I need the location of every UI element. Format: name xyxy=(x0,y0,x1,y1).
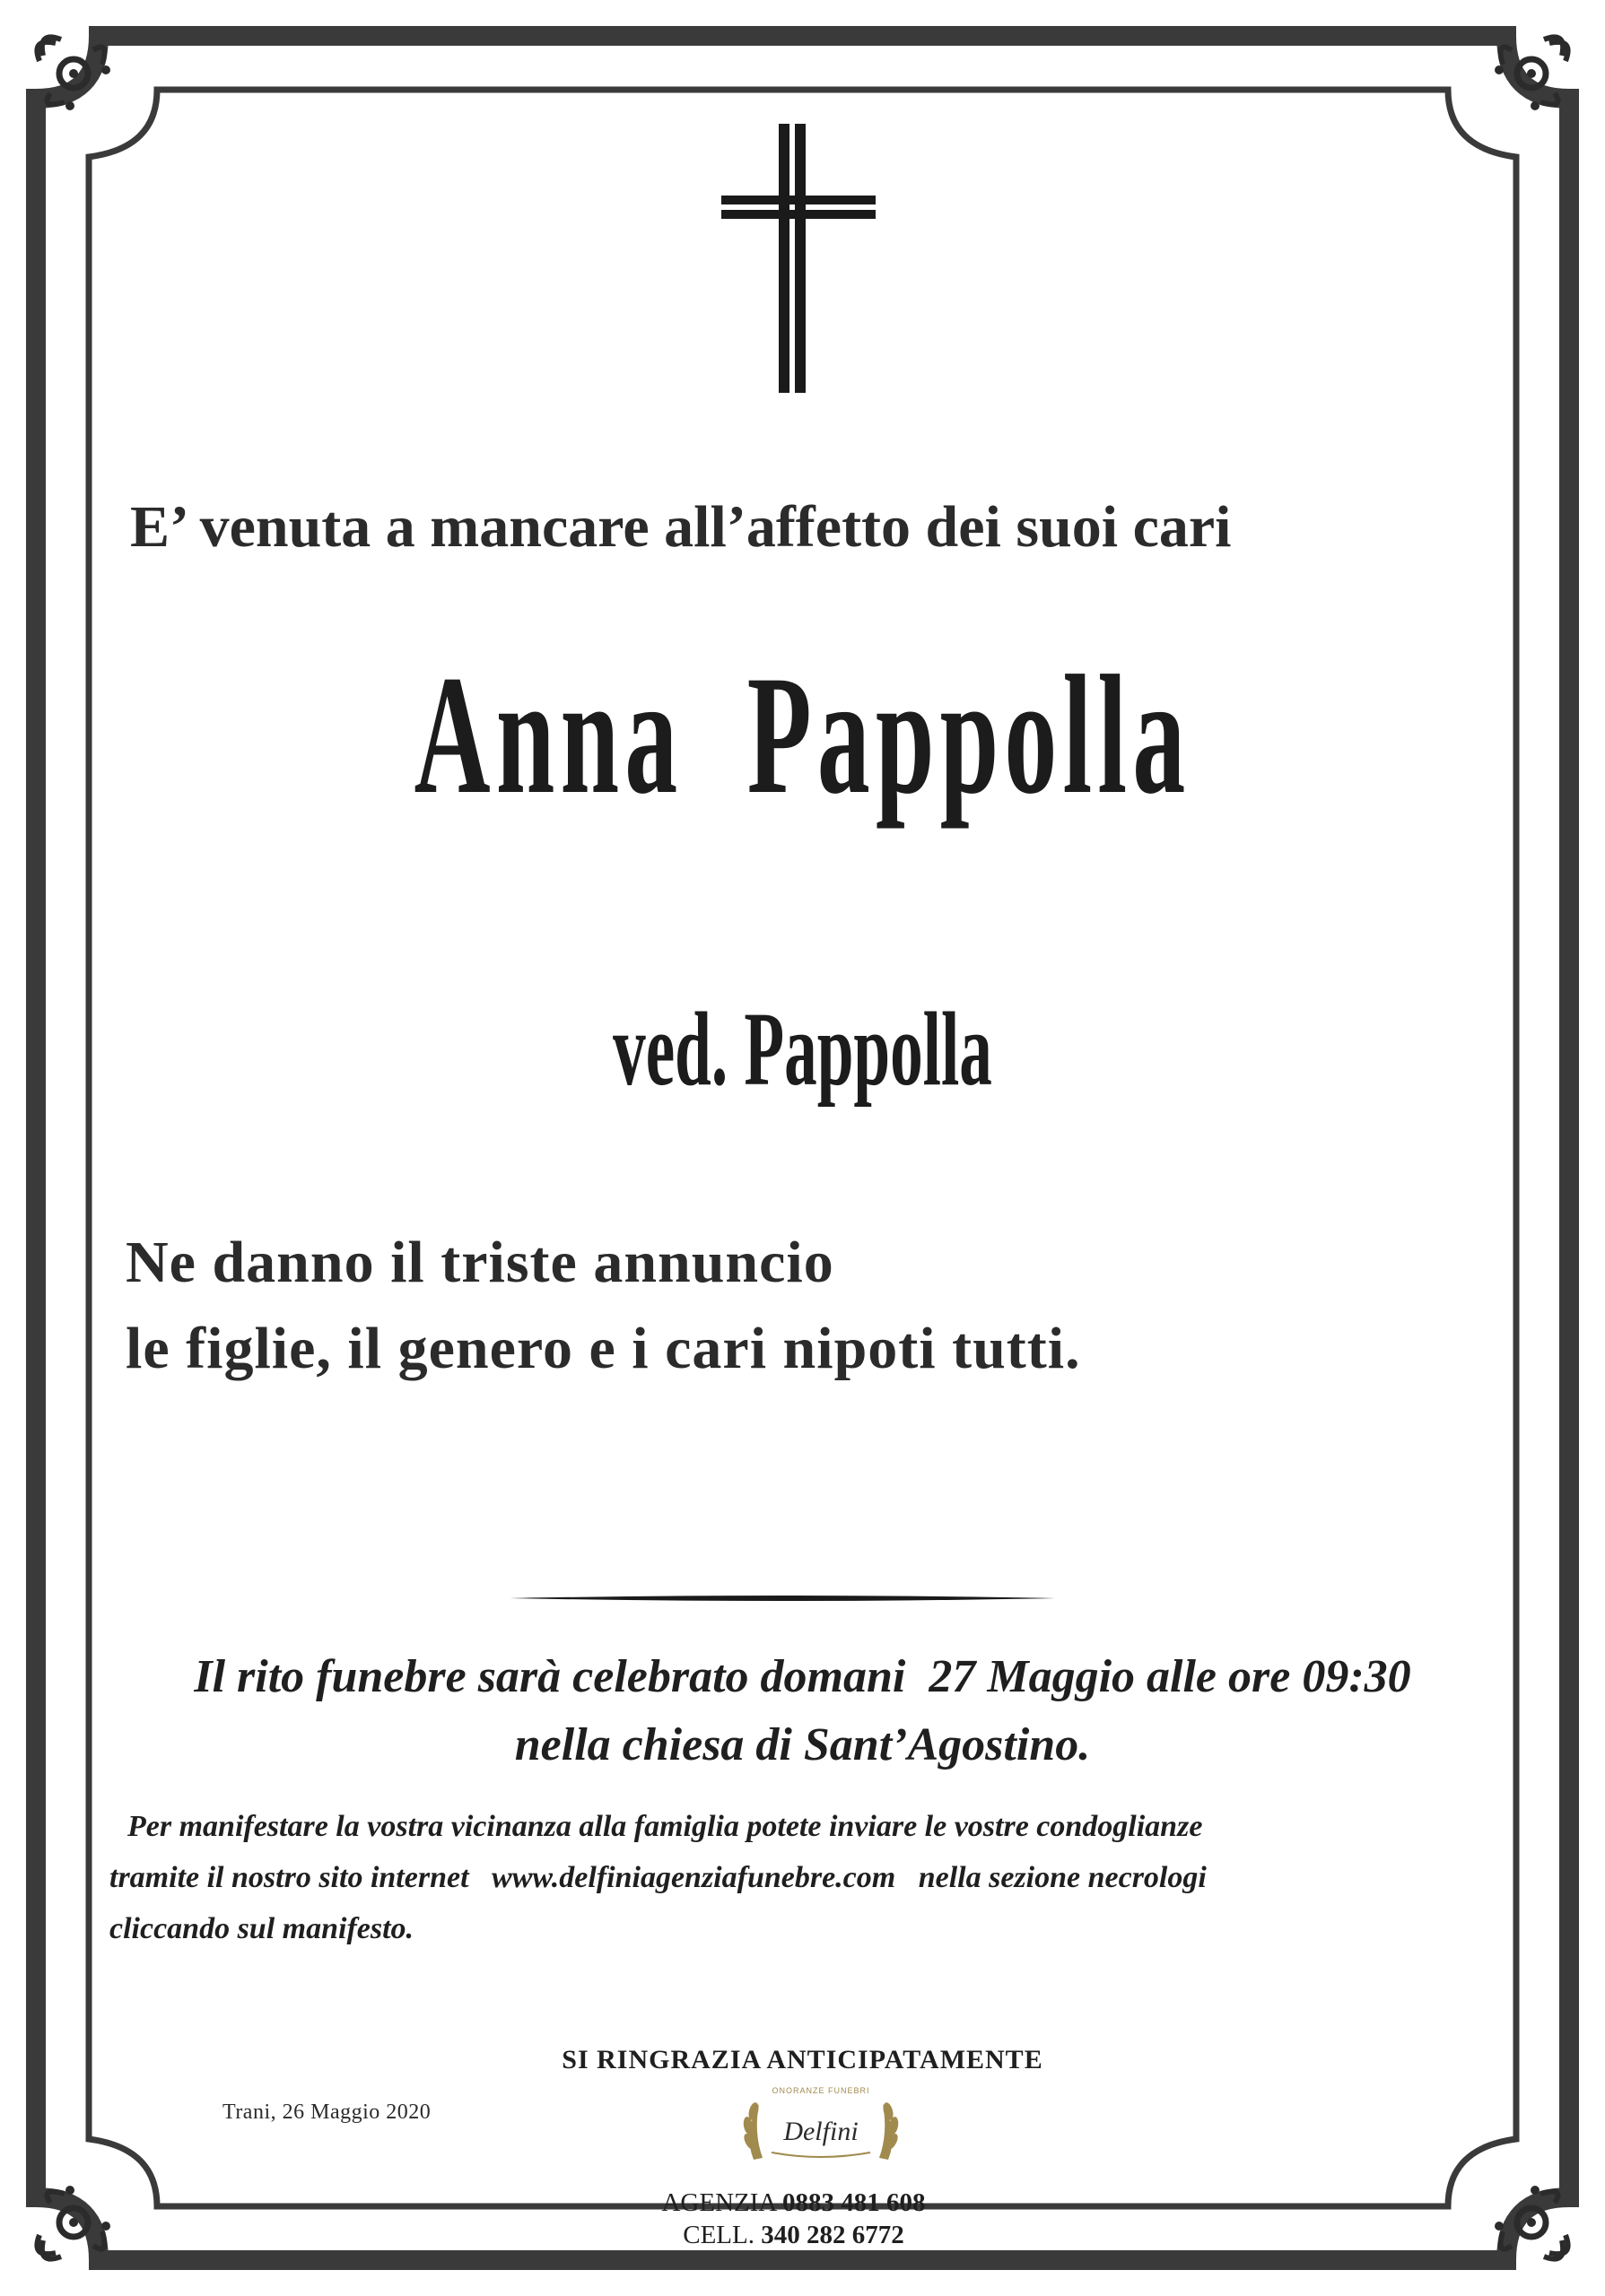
office-label: AGENZIA xyxy=(661,2188,776,2217)
agency-logo xyxy=(736,2079,906,2176)
thanks-text: SI RINGRAZIA ANTICIPATAMENTE xyxy=(562,2045,1043,2074)
mobile-label: CELL. xyxy=(683,2221,755,2249)
website-link[interactable]: www.delfiniagenziafunebre.com xyxy=(492,1861,896,1894)
rite-line-2: nella chiesa di Sant’Agostino. xyxy=(514,1719,1091,1770)
announcement-line-1: Ne danno il triste annuncio xyxy=(126,1230,834,1295)
condolence-line-2-prefix: tramite il nostro sito internet xyxy=(109,1861,469,1894)
announcement-line-2: le figlie, il genero e i cari nipoti tutti. xyxy=(126,1316,1081,1381)
intro-text: E’ venuta a mancare all’affetto dei suoi cari xyxy=(130,494,1232,560)
deceased-name: Anna Pappolla xyxy=(414,641,1191,830)
announcement xyxy=(126,1220,1081,1392)
mobile-phone[interactable]: 340 282 6772 xyxy=(761,2221,904,2249)
condolence-line-2 xyxy=(109,1852,1509,1903)
agency-contact xyxy=(0,2187,1596,2251)
office-phone[interactable]: 0883 481 608 xyxy=(782,2188,926,2217)
condolence-line-1: Per manifestare la vostra vicinanza alla famiglia potete inviare le vostre condoglianze xyxy=(127,1810,1203,1843)
divider xyxy=(510,1593,1055,1604)
office-phone-line xyxy=(0,2187,1596,2219)
condolences-text xyxy=(109,1801,1509,1954)
condolence-line-3: cliccando sul manifesto. xyxy=(109,1912,414,1945)
logo-name: Delfini xyxy=(783,2117,859,2146)
cross-icon xyxy=(718,124,879,393)
place-date: Trani, 26 Maggio 2020 xyxy=(222,2100,432,2124)
logo-tagline: ONORANZE FUNEBRI xyxy=(772,2086,870,2095)
condolence-line-2-suffix: nella sezione necrologi xyxy=(918,1861,1207,1894)
funeral-rite xyxy=(0,1643,1605,1779)
rite-line-1: Il rito funebre sarà celebrato domani 27 Maggio alle ore 09:30 xyxy=(194,1651,1411,1702)
mobile-phone-line xyxy=(0,2219,1596,2251)
widow-of-text: ved. Pappolla xyxy=(613,990,992,1108)
